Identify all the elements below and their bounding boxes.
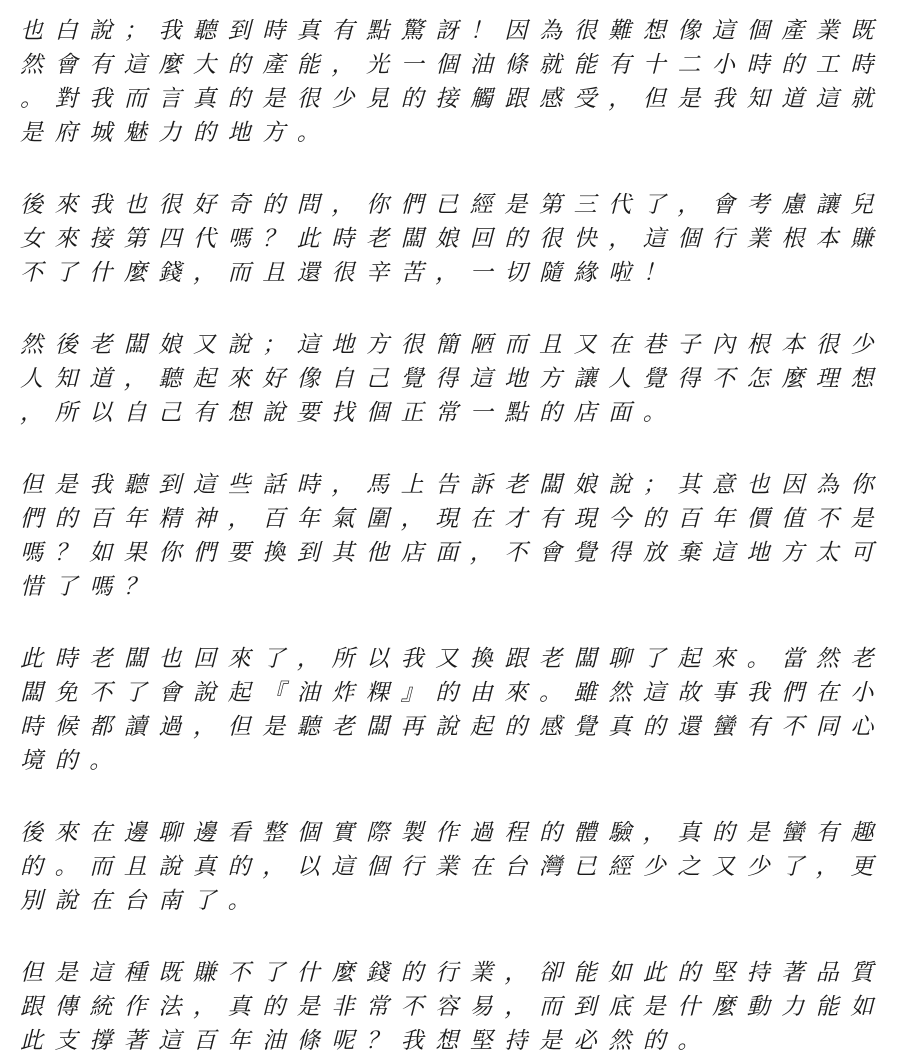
paragraph-3 <box>20 328 888 430</box>
text-line: 們的百年精神，百年氣圍，現在才有現今的百年價值不是 <box>20 506 885 532</box>
text-line: 也白說；我聽到時真有點驚訝！因為很難想像這個產業既 <box>20 18 885 44</box>
text-line: 的。而且說真的，以這個行業在台灣已經少之又少了，更 <box>20 854 885 880</box>
paragraph-7 <box>20 956 888 1058</box>
text-line: 女來接第四代嗎？此時老闆娘回的很快，這個行業根本賺 <box>20 226 885 252</box>
paragraph-1 <box>20 14 888 150</box>
text-line: 是府城魅力的地方。 <box>20 120 332 146</box>
paragraph-4 <box>20 468 888 604</box>
text-line: 但是我聽到這些話時，馬上告訴老闆娘說；其意也因為你 <box>20 472 885 498</box>
text-line: ，所以自己有想說要找個正常一點的店面。 <box>20 400 678 426</box>
text-line: 後來我也很好奇的問，你們已經是第三代了，會考慮讓兒 <box>20 192 885 218</box>
text-line: 別說在台南了。 <box>20 888 263 914</box>
text-line: 惜了嗎？ <box>20 574 159 600</box>
paragraph-6 <box>20 816 888 918</box>
text-line: 不了什麼錢，而且還很辛苦，一切隨緣啦！ <box>20 260 678 286</box>
text-line: 跟傳統作法，真的是非常不容易，而到底是什麼動力能如 <box>20 994 885 1020</box>
text-line: 然會有這麼大的產能，光一個油條就能有十二小時的工時 <box>20 52 885 78</box>
text-line: 此支撐著這百年油條呢？我想堅持是必然的。 <box>20 1028 712 1054</box>
text-line: 境的。 <box>20 748 124 774</box>
text-line: 嗎？如果你們要換到其他店面，不會覺得放棄這地方太可 <box>20 540 885 566</box>
text-line: 然後老闆娘又說；這地方很簡陋而且又在巷子內根本很少 <box>20 332 885 358</box>
text-line: 闆免不了會說起『油炸粿』的由來。雖然這故事我們在小 <box>20 680 885 706</box>
text-line: 但是這種既賺不了什麼錢的行業，卻能如此的堅持著品質 <box>20 960 885 986</box>
text-line: 。對我而言真的是很少見的接觸跟感受，但是我知道這就 <box>20 86 885 112</box>
paragraph-2 <box>20 188 888 290</box>
paragraph-5 <box>20 642 888 778</box>
text-line: 此時老闆也回來了，所以我又換跟老闆聊了起來。當然老 <box>20 646 885 672</box>
text-line: 後來在邊聊邊看整個實際製作過程的體驗，真的是蠻有趣 <box>20 820 885 846</box>
text-line: 時候都讀過，但是聽老闆再說起的感覺真的還蠻有不同心 <box>20 714 885 740</box>
text-line: 人知道，聽起來好像自己覺得這地方讓人覺得不怎麼理想 <box>20 366 885 392</box>
